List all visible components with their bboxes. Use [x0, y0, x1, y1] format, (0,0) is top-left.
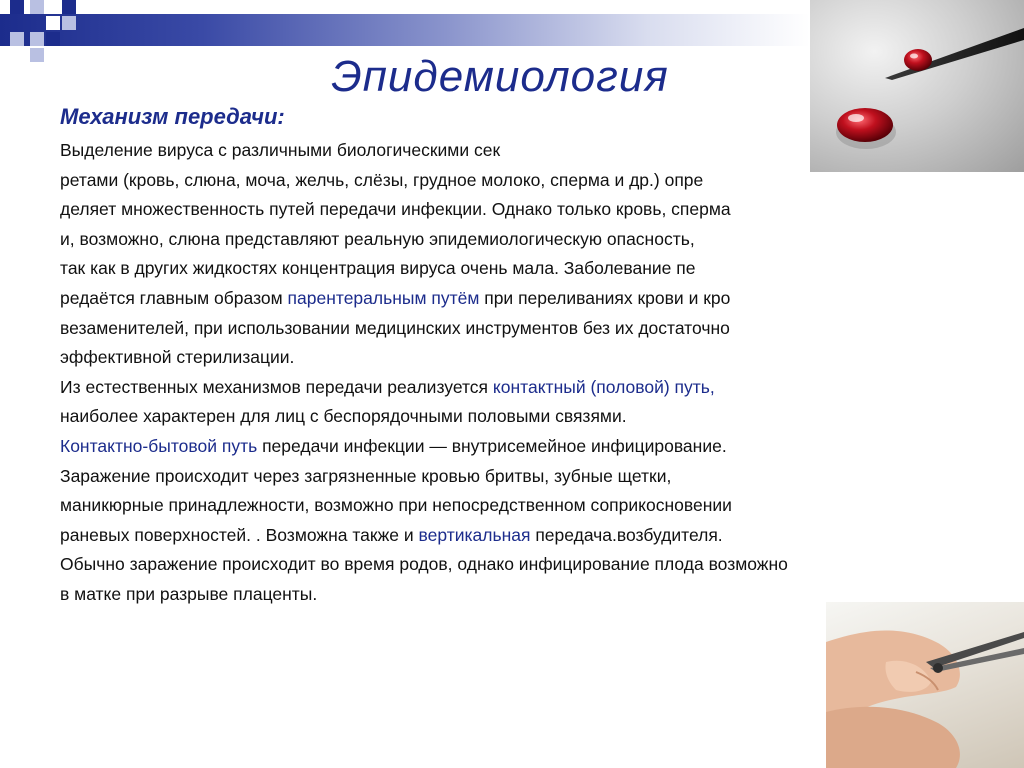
- manicure-illustration: [826, 602, 1024, 768]
- body-text-segment: Выделение вируса с различными биологическими сек: [60, 140, 501, 160]
- slide-subtitle: Механизм передачи:: [60, 104, 285, 129]
- body-text-segment: при переливаниях крови и кро: [479, 287, 731, 308]
- body-text-segment: передачи инфекции — внутрисемейное инфицирование.: [257, 435, 727, 456]
- manicure-hands-photo: [826, 602, 1024, 768]
- decor-square: [30, 0, 44, 14]
- decor-square: [46, 32, 60, 46]
- blood-drop-small: [904, 49, 932, 71]
- body-text-segment: так как в других жидкостях концентрация вируса очень мала. Заболевание пе: [60, 258, 696, 279]
- body-line: [60, 491, 900, 521]
- decor-square: [46, 16, 60, 30]
- body-line: [60, 136, 900, 166]
- body-text-segment: Обычно заражение происходит во время родов, однако инфицирование плода возможно: [60, 554, 788, 575]
- highlighted-term: парентеральным путём: [287, 287, 480, 308]
- body-line: [60, 580, 900, 610]
- body-line: [60, 254, 900, 284]
- decor-square: [10, 32, 24, 46]
- body-line: [60, 166, 900, 196]
- body-text-segment: ретами (кровь, слюна, моча, желчь, слёзы, грудное молоко, сперма и др.) опре: [60, 169, 704, 190]
- decor-square: [30, 32, 44, 46]
- body-line: [60, 373, 900, 403]
- needle-shape: [885, 28, 1024, 80]
- body-text-segment: Заражение происходит через загрязненные кровью бритвы, зубные щетки,: [60, 465, 672, 486]
- blood-drops-illustration: [810, 0, 1024, 172]
- body-line: [60, 343, 900, 373]
- body-text-segment: редаётся главным образом: [60, 287, 288, 308]
- body-text-segment: раневых поверхностей. . Возможна также и: [60, 524, 419, 545]
- body-text-segment: деляет множественность путей передачи инфекции. Однако только кровь, сперма: [60, 199, 731, 220]
- decor-square: [10, 0, 24, 14]
- body-line: [60, 432, 900, 462]
- highlighted-term: контактный (половой) путь,: [492, 376, 715, 397]
- body-text-segment: везаменителей, при использовании медицинских инструментов без их достаточно: [60, 317, 730, 338]
- body-line: [60, 521, 900, 551]
- body-line: [60, 550, 900, 580]
- body-text-segment: эффективной стерилизации.: [60, 347, 295, 368]
- body-text-segment: Из естественных механизмов передачи реализуется: [60, 376, 493, 397]
- blood-drop-large: [837, 108, 893, 142]
- slide-body-text: [60, 136, 900, 610]
- body-text-segment: и, возможно, слюна представляют реальную эпидемиологическую опасность,: [60, 228, 695, 249]
- highlighted-term: вертикальная: [418, 524, 531, 545]
- body-line: [60, 462, 900, 492]
- body-line: [60, 314, 900, 344]
- body-line: [60, 402, 900, 432]
- body-text-segment: передача.возбудителя.: [530, 524, 723, 545]
- decor-square: [62, 0, 76, 14]
- body-text-segment: в матке при разрыве плаценты.: [60, 583, 318, 604]
- decor-square: [62, 16, 76, 30]
- slide-title: Эпидемиология: [331, 52, 669, 101]
- body-line: [60, 225, 900, 255]
- body-line: [60, 195, 900, 225]
- header-gradient-band: [0, 14, 810, 46]
- body-text-segment: маникюрные принадлежности, возможно при непосредственном соприкосновении: [60, 495, 732, 516]
- scissors-pivot: [933, 663, 943, 673]
- body-text-segment: наиболее характерен для лиц с беспорядочными половыми связями.: [60, 406, 627, 427]
- blood-drops-photo: [810, 0, 1024, 172]
- highlighted-term: Контактно-бытовой путь: [60, 435, 258, 456]
- body-line: [60, 284, 900, 314]
- second-hand-shape: [826, 707, 960, 768]
